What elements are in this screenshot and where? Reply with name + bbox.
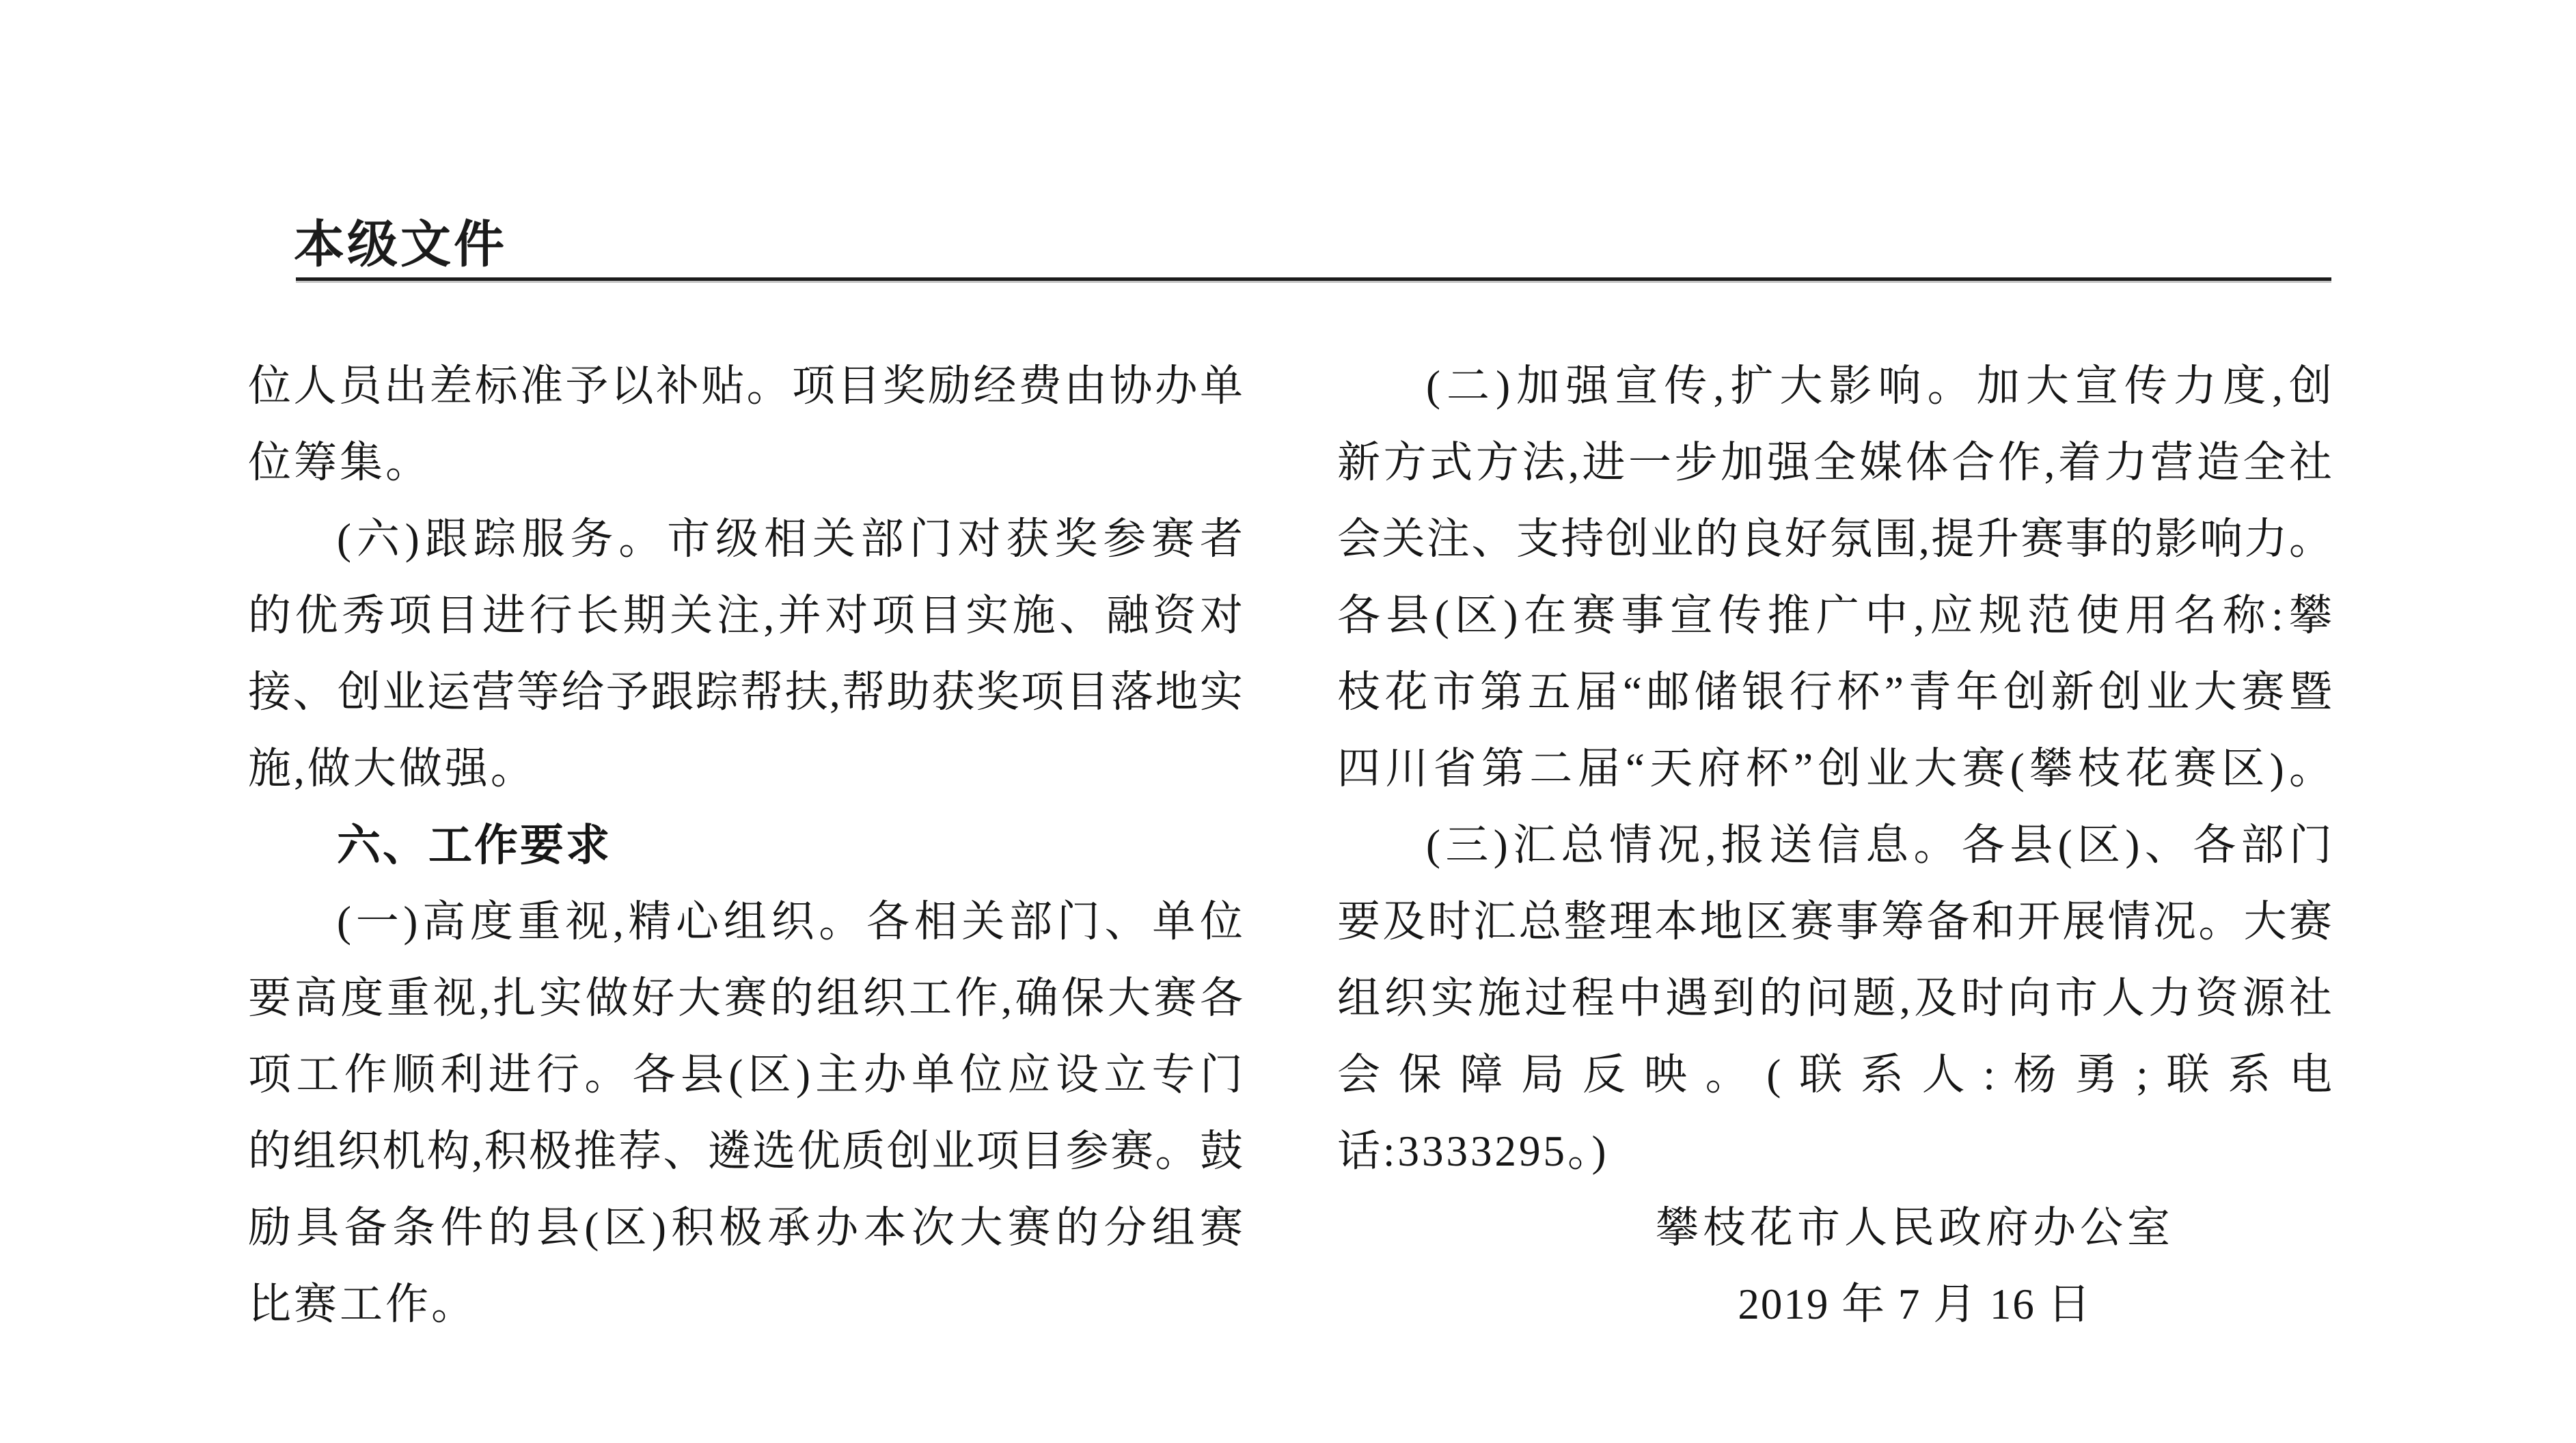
body-line: 施,做大做强。 xyxy=(248,745,536,793)
issue-date: 2019 年 7 月 16 日 xyxy=(1738,1280,2092,1328)
body-line: 要及时汇总整理本地区赛事筹备和开展情况。大赛 xyxy=(1337,898,2332,946)
body-line: 位人员出差标准予以补贴。项目奖励经费由协办单 xyxy=(248,362,1243,410)
section-heading: 六、工作要求 xyxy=(337,821,612,870)
body-line: 的组织机构,积极推荐、遴选优质创业项目参赛。鼓 xyxy=(248,1127,1243,1175)
body-line: (六)跟踪服务。市级相关部门对获奖参赛者 xyxy=(337,515,1243,563)
body-line: 四川省第二届“天府杯”创业大赛(攀枝花赛区)。 xyxy=(1337,745,2332,793)
right-column xyxy=(1337,348,2332,1343)
body-line: 会关注、支持创业的良好氛围,提升赛事的影响力。 xyxy=(1337,515,2332,563)
body-line: 新方式方法,进一步加强全媒体合作,着力营造全社 xyxy=(1337,439,2332,486)
body-line: 项工作顺利进行。各县(区)主办单位应设立专门 xyxy=(248,1051,1243,1099)
body-line: (二)加强宣传,扩大影响。加大宣传力度,创 xyxy=(1426,362,2332,410)
body-line: 位筹集。 xyxy=(248,439,431,486)
body-line: 接、创业运营等给予跟踪帮扶,帮助获奖项目落地实 xyxy=(248,668,1243,716)
body-line: 要高度重视,扎实做好大赛的组织工作,确保大赛各 xyxy=(248,974,1243,1022)
body-line: 各县(区)在赛事宣传推广中,应规范使用名称:攀 xyxy=(1337,592,2332,640)
body-line: 励具备条件的县(区)积极承办本次大赛的分组赛 xyxy=(248,1204,1243,1252)
body-line: 比赛工作。 xyxy=(248,1280,477,1328)
body-line: 话:3333295。) xyxy=(1337,1127,1609,1175)
issuer-signature: 攀枝花市人民政府办公室 xyxy=(1656,1204,2174,1252)
body-line: (三)汇总情况,报送信息。各县(区)、各部门 xyxy=(1426,821,2332,869)
left-column xyxy=(248,348,1243,1343)
header-rule xyxy=(296,277,2331,283)
body-line: (一)高度重视,精心组织。各相关部门、单位 xyxy=(337,898,1243,946)
page-title: 本级文件 xyxy=(294,216,507,273)
body-line: 枝花市第五届“邮储银行杯”青年创新创业大赛暨 xyxy=(1337,668,2332,716)
body-line: 会保障局反映。(联系人:杨勇;联系电 xyxy=(1337,1051,2332,1099)
body-line: 组织实施过程中遇到的问题,及时向市人力资源社 xyxy=(1337,974,2332,1022)
body-line: 的优秀项目进行长期关注,并对项目实施、融资对 xyxy=(248,592,1243,640)
